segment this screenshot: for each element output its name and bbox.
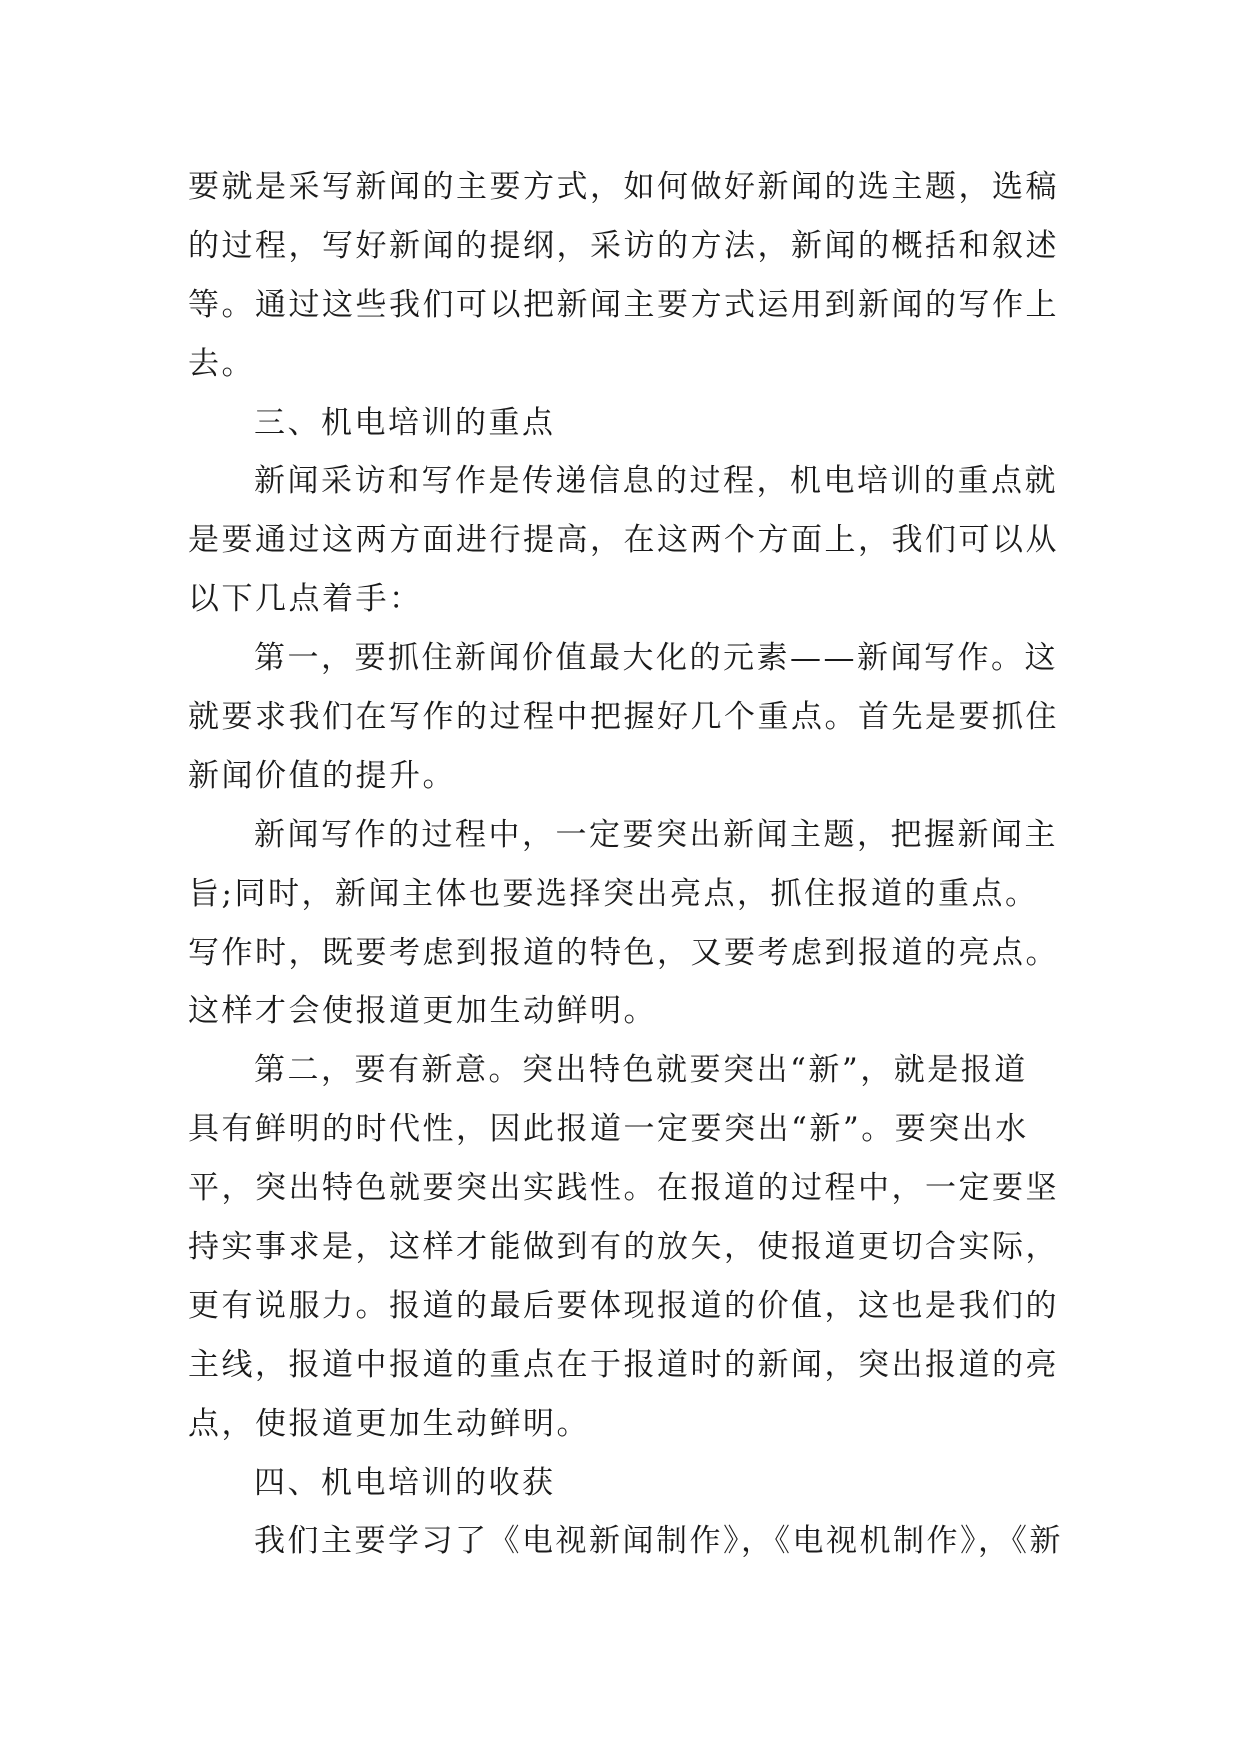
text-line: 我们主要学习了《电视新闻制作》，《电视机制作》，《新 (254, 1523, 1063, 1560)
text-line: 第二，要有新意。突出特色就要突出“新”，就是报道 (254, 1052, 1028, 1089)
section-heading: 四、机电培训的收获 (254, 1464, 556, 1501)
body-text (188, 158, 1063, 1571)
text-line: 的过程，写好新闻的提纲，采访的方法，新闻的概括和叙述 (188, 227, 1059, 264)
text-line: 具有鲜明的时代性，因此报道一定要突出“新”。要突出水 (188, 1111, 1029, 1148)
text-line: 以下几点着手： (188, 581, 423, 618)
text-line: 去。 (188, 345, 255, 382)
text-line: 第一，要抓住新闻价值最大化的元素——新闻写作。这 (254, 640, 1058, 677)
text-line: 新闻采访和写作是传递信息的过程，机电培训的重点就 (254, 463, 1058, 500)
text-line: 是要通过这两方面进行提高，在这两个方面上，我们可以从 (188, 522, 1059, 559)
text-line: 旨;同时，新闻主体也要选择突出亮点，抓住报道的重点。 (188, 875, 1039, 912)
text-line: 要就是采写新闻的主要方式，如何做好新闻的选主题，选稿 (188, 169, 1059, 205)
text-line: 点，使报道更加生动鲜明。 (188, 1405, 590, 1442)
text-line: 等。通过这些我们可以把新闻主要方式运用到新闻的写作上 (188, 286, 1059, 323)
text-line: 这样才会使报道更加生动鲜明。 (188, 993, 657, 1030)
text-line: 写作时，既要考虑到报道的特色，又要考虑到报道的亮点。 (188, 934, 1059, 971)
text-line: 平，突出特色就要突出实践性。在报道的过程中，一定要坚 (188, 1170, 1059, 1207)
section-heading: 三、机电培训的重点 (254, 404, 556, 441)
text-line: 就要求我们在写作的过程中把握好几个重点。首先是要抓住 (188, 699, 1059, 736)
text-line: 主线，报道中报道的重点在于报道时的新闻，突出报道的亮 (188, 1346, 1059, 1383)
text-line: 新闻写作的过程中，一定要突出新闻主题，把握新闻主 (254, 816, 1058, 853)
text-line: 持实事求是，这样才能做到有的放矢，使报道更切合实际， (188, 1229, 1059, 1266)
text-line: 更有说服力。报道的最后要体现报道的价值，这也是我们的 (188, 1287, 1059, 1324)
text-line: 新闻价值的提升。 (188, 757, 456, 794)
